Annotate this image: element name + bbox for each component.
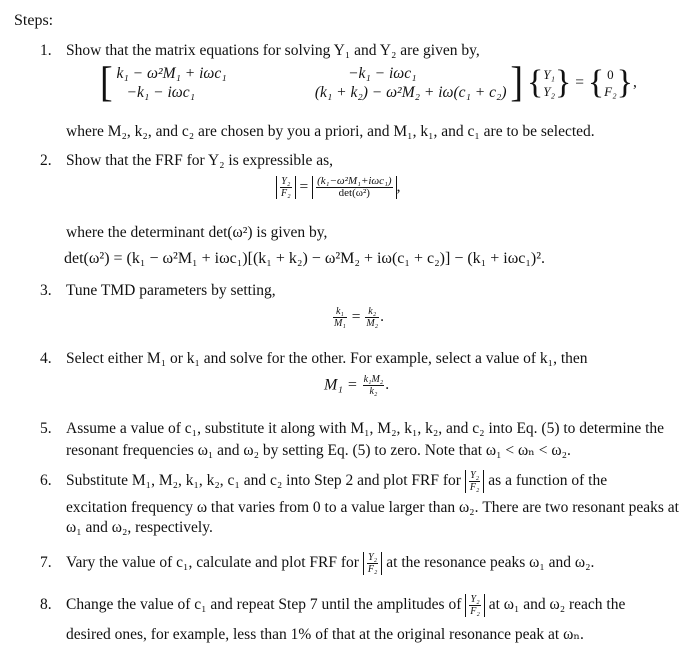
coefficient-matrix bbox=[117, 64, 507, 102]
step-6-text-b: as a function of the bbox=[488, 472, 608, 490]
right-bracket: ] bbox=[510, 59, 524, 107]
step-1-text: Show that the matrix equations for solving Y₁ and Y₂ are given by, bbox=[66, 42, 480, 59]
frf-equation: $\frac{\text{Y₂}}{\text{F₂}}$ = $\frac{\text{(k₁−ω²M₁+iωc₁)}}{\text{det(ω²)}}$ , bbox=[276, 176, 400, 199]
matrix-a12: −k₁ − iωc₁ bbox=[348, 65, 417, 82]
force-vector: 0 F₂ bbox=[604, 67, 617, 99]
tuning-equation: $\frac{\text{k₁}}{\text{M₁}}$ = $\frac{\text{k₂}}{\text{M₂}}$ . bbox=[334, 306, 384, 329]
unknown-vector: Y₁ Y₂ bbox=[543, 67, 556, 99]
step-2-text: Show that the FRF for Y₂ is expressible as, bbox=[66, 152, 334, 169]
step-6-text-c: excitation frequency ω that varies from 0 to a value larger than ω₂. There are two resonant peaks at ω₁ and ω₂, respectively. bbox=[66, 499, 679, 536]
frf-ratio: $\frac{\text{Y₂}}{\text{F₂}}$ bbox=[465, 594, 485, 617]
step-2-after: where the determinant det(ω²) is given by, bbox=[66, 224, 328, 241]
matrix-a22: (k₁ + k₂) − ω²M₂ + iω(c₁ + c₂) bbox=[314, 84, 507, 101]
step-8-text-b: at ω₁ and ω₂ reach the bbox=[488, 596, 626, 614]
step-7-text-a: Vary the value of c₁, calculate and plot FRF for bbox=[66, 554, 359, 572]
solve-equation: M₁ = $\frac{\text{k₁M₂}}{\text{k₂}}$ . bbox=[324, 374, 390, 397]
matrix-equation: [ k₁ − ω²M₁ + iωc₁ −k₁ − iωc₁ −k₁ − iωc₁ (k₁ + k₂) − ω²M₂ + iω(c₁ + c₂) ] {Y₁ Y₂} = { 0 F₂}, bbox=[100, 59, 637, 107]
step-6-text-a: Substitute M₁, M₂, k₁, k₂, c₁ and c₂ into Step 2 and plot FRF for bbox=[66, 472, 461, 490]
step-8-text-a: Change the value of c₁ and repeat Step 7 until the amplitudes of bbox=[66, 596, 462, 614]
matrix-a11: k₁ − ω²M₁ + iωc₁ bbox=[116, 65, 227, 82]
matrix-a21: −k₁ − iωc₁ bbox=[126, 84, 195, 101]
step-7-text-b: at the resonance peaks ω₁ and ω₂. bbox=[386, 554, 595, 572]
steps-heading: Steps: bbox=[14, 12, 54, 29]
frf-ratio: $\frac{\text{Y₂}}{\text{F₂}}$ bbox=[363, 552, 383, 575]
step-3-text: Tune TMD parameters by setting, bbox=[66, 282, 276, 299]
frf-ratio: $\frac{\text{Y₂}}{\text{F₂}}$ bbox=[465, 470, 485, 493]
step-8-text-c: desired ones, for example, less than 1% of that at the original resonance peak at ωₙ. bbox=[66, 626, 584, 643]
step-1-after: where M₂, k₂, and c₂ are chosen by you a priori, and M₁, k₁, and c₁ are to be selected. bbox=[66, 123, 595, 140]
step-4-text: Select either M₁ or k₁ and solve for the other. For example, select a value of k₁, then bbox=[66, 350, 588, 367]
step-5-text: Assume a value of c₁, substitute it along with M₁, M₂, k₁, k₂, and c₂ into Eq. (5) to determine the resonant frequencies ω₁ and ω₂ by setting Eq. (5) to zero. Note that ω₁ < ωₙ < ω₂. bbox=[66, 420, 665, 459]
determinant-equation: det(ω²) = (k₁ − ω²M₁ + iωc₁)[(k₁ + k₂) − ω²M₂ + iω(c₁ + c₂)] − (k₁ + iωc₁)². bbox=[64, 250, 546, 267]
left-bracket: [ bbox=[100, 59, 113, 107]
